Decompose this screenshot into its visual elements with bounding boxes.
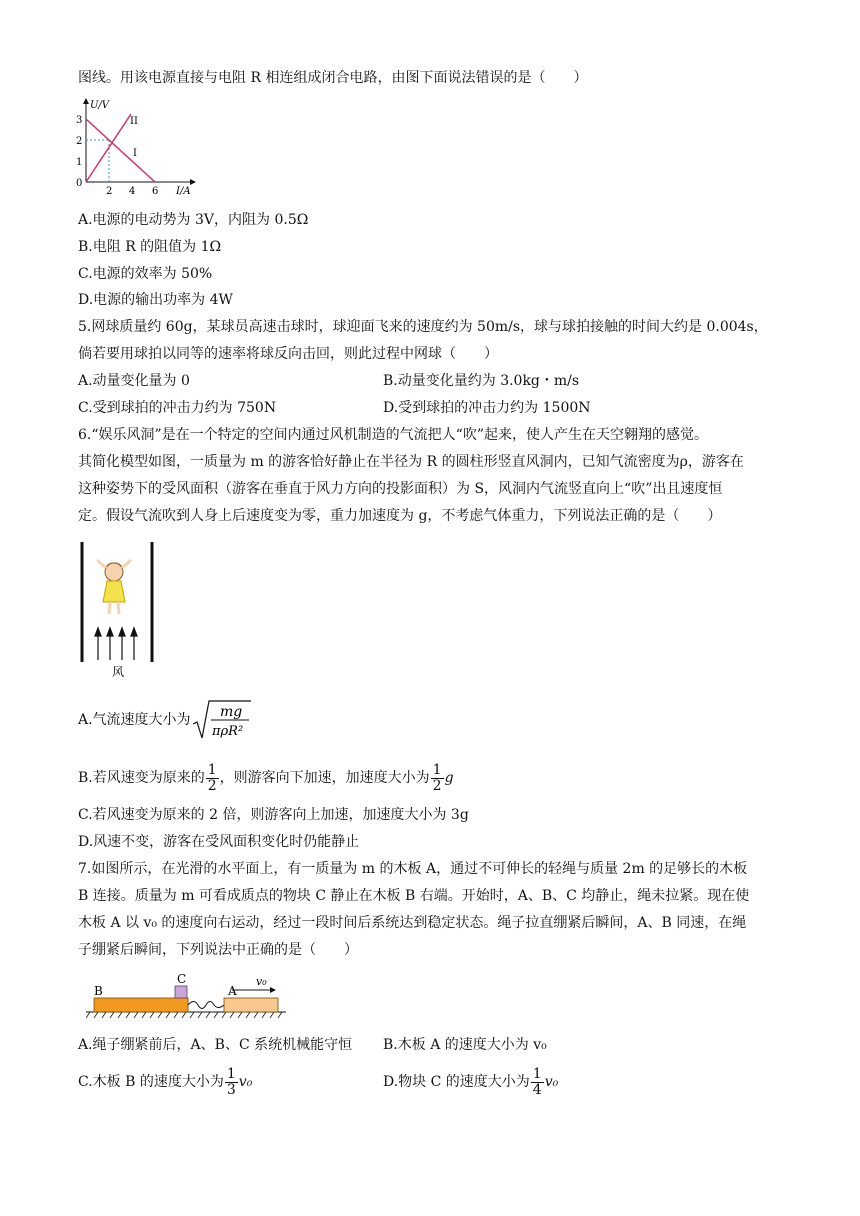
x-tick-6: 6 xyxy=(152,186,159,196)
label-C: C xyxy=(177,972,187,986)
q6-wind-tunnel-figure xyxy=(76,538,160,680)
y-tick-2: 2 xyxy=(76,136,83,147)
q4-option-b: B.电阻 R 的阻值为 1Ω xyxy=(78,239,222,255)
x-axis-label: I/A xyxy=(176,186,191,196)
wind-arrows xyxy=(95,628,137,660)
label-B: B xyxy=(94,984,103,998)
q7-stem-line3: 木板 A 以 v₀ 的速度向右运动，经过一段时间后系统达到稳定状态。绳子拉直绷紧后瞬间，A、B 同速，在绳 xyxy=(78,915,747,931)
q6-option-b xyxy=(78,760,454,796)
q5-option-b: B.动量变化量约为 3.0kg・m/s xyxy=(383,373,580,389)
q6-stem-line2: 其简化模型如图，一质量为 m 的游客恰好静止在半径为 R 的圆柱形竖直风洞内，已知气流密度为ρ，游客在 xyxy=(78,454,744,470)
x-axis-arrow xyxy=(190,179,196,185)
q6-option-a xyxy=(78,700,253,740)
q6-option-d: D.风速不变，游客在受风面积变化时仍能静止 xyxy=(78,834,360,850)
q4-option-a: A.电源的电动势为 3V，内阻为 0.5Ω xyxy=(78,212,309,228)
y-axis-label: U/V xyxy=(90,100,110,111)
q6-option-c: C.若风速变为原来的 2 倍，则游客向上加速，加速度大小为 3g xyxy=(78,807,469,823)
fraction-one-half-g: $\frac{1}{2}$ xyxy=(432,761,442,794)
q6-stem-line3: 这种姿势下的受风面积（游客在垂直于风力方向的投影面积）为 S，风洞内气流竖直向上“吹”出且速度恒 xyxy=(78,481,723,497)
y-axis-arrow xyxy=(83,98,89,104)
q7-stem-line2: B 连接。质量为 m 可看成质点的物块 C 静止在木板 B 右端。开始时，A、B、C 均静止，绳未拉紧。现在使 xyxy=(78,888,750,904)
block-C xyxy=(175,986,187,998)
q4-stem-tail: 图线。用该电源直接与电阻 R 相连组成闭合电路，由图下面说法错误的是（ ） xyxy=(78,70,588,86)
x-tick-4: 4 xyxy=(129,186,136,196)
board-A xyxy=(224,998,278,1012)
q6-option-a-numerator: mg xyxy=(219,704,242,720)
ground-hatch xyxy=(86,1012,282,1018)
q5-option-a: A.动量变化量为 0 xyxy=(78,373,190,389)
q4-option-c: C.电源的效率为 50% xyxy=(78,266,213,282)
q6-option-b-g: g xyxy=(444,770,454,786)
q6-stem-line4: 定。假设气流吹到人身上后速度变为零，重力加速度为 g，不考虑气体重力，下列说法正确的是（ ） xyxy=(78,508,722,524)
q5-option-d: D.受到球拍的冲击力约为 1500N xyxy=(383,400,591,416)
q7-stem-line4: 子绷紧后瞬间，下列说法中正确的是（ ） xyxy=(78,942,358,958)
q6-option-b-text1: B.若风速变为原来的 xyxy=(78,770,205,786)
q7-option-d-v0: v₀ xyxy=(544,1074,559,1090)
x-tick-2: 2 xyxy=(106,186,113,196)
q7-boards-figure xyxy=(86,968,296,1022)
line-I-label: I xyxy=(133,148,137,159)
q5-stem-line2: 倘若要用球拍以同等的速率将球反向击回，则此过程中网球（ ） xyxy=(78,346,498,362)
tourist-icon xyxy=(97,560,131,614)
q7-option-c-text: C.木板 B 的速度大小为 xyxy=(78,1074,224,1090)
line-I xyxy=(86,119,155,182)
q5-option-c: C.受到球拍的冲击力约为 750N xyxy=(78,400,277,416)
label-A: A xyxy=(228,984,237,998)
q6-option-a-denominator: πρR² xyxy=(211,724,243,739)
q7-option-b: B.木板 A 的速度大小为 v₀ xyxy=(383,1037,547,1053)
fraction-one-third: $\frac{1}{3}$ xyxy=(226,1065,236,1098)
q7-option-c xyxy=(78,1062,252,1102)
y-tick-0: 0 xyxy=(76,178,83,189)
q6-option-a-text: A.气流速度大小为 xyxy=(78,712,191,728)
velocity-arrowhead xyxy=(270,987,276,993)
q7-stem-line1: 7.如图所示，在光滑的水平面上，有一质量为 m 的木板 A，通过不可伸长的轻绳与质量 2m 的足够长的木板 xyxy=(78,861,748,877)
sqrt-symbol xyxy=(191,698,253,742)
q7-option-d xyxy=(383,1062,558,1102)
q5-stem-line1: 5.网球质量约 60g，某球员高速击球时，球迎面飞来的速度约为 50m/s，球与球拍接触的时间大约是 0.004s， xyxy=(78,319,768,335)
board-B xyxy=(94,998,188,1012)
q7-option-a: A.绳子绷紧前后，A、B、C 系统机械能守恒 xyxy=(78,1037,353,1053)
q7-option-c-v0: v₀ xyxy=(238,1074,253,1090)
y-tick-1: 1 xyxy=(76,157,83,168)
label-v0: v₀ xyxy=(256,975,267,988)
q6-stem-line1: 6.“娱乐风洞”是在一个特定的空间内通过风机制造的气流把人“吹”起来，使人产生在天空翱翔的感觉。 xyxy=(78,427,708,443)
q4-graph xyxy=(72,96,202,196)
q4-option-d: D.电源的输出功率为 4W xyxy=(78,292,233,308)
y-tick-3: 3 xyxy=(76,115,83,126)
wind-label: 风 xyxy=(112,665,125,679)
fraction-one-half: $\frac{1}{2}$ xyxy=(207,761,217,794)
rope xyxy=(188,1002,224,1009)
q7-option-d-text: D.物块 C 的速度大小为 xyxy=(383,1074,530,1090)
q6-option-b-text2: ，则游客向下加速，加速度大小为 xyxy=(219,770,430,786)
line-II-label: II xyxy=(130,116,138,127)
fraction-one-quarter: $\frac{1}{4}$ xyxy=(532,1065,542,1098)
